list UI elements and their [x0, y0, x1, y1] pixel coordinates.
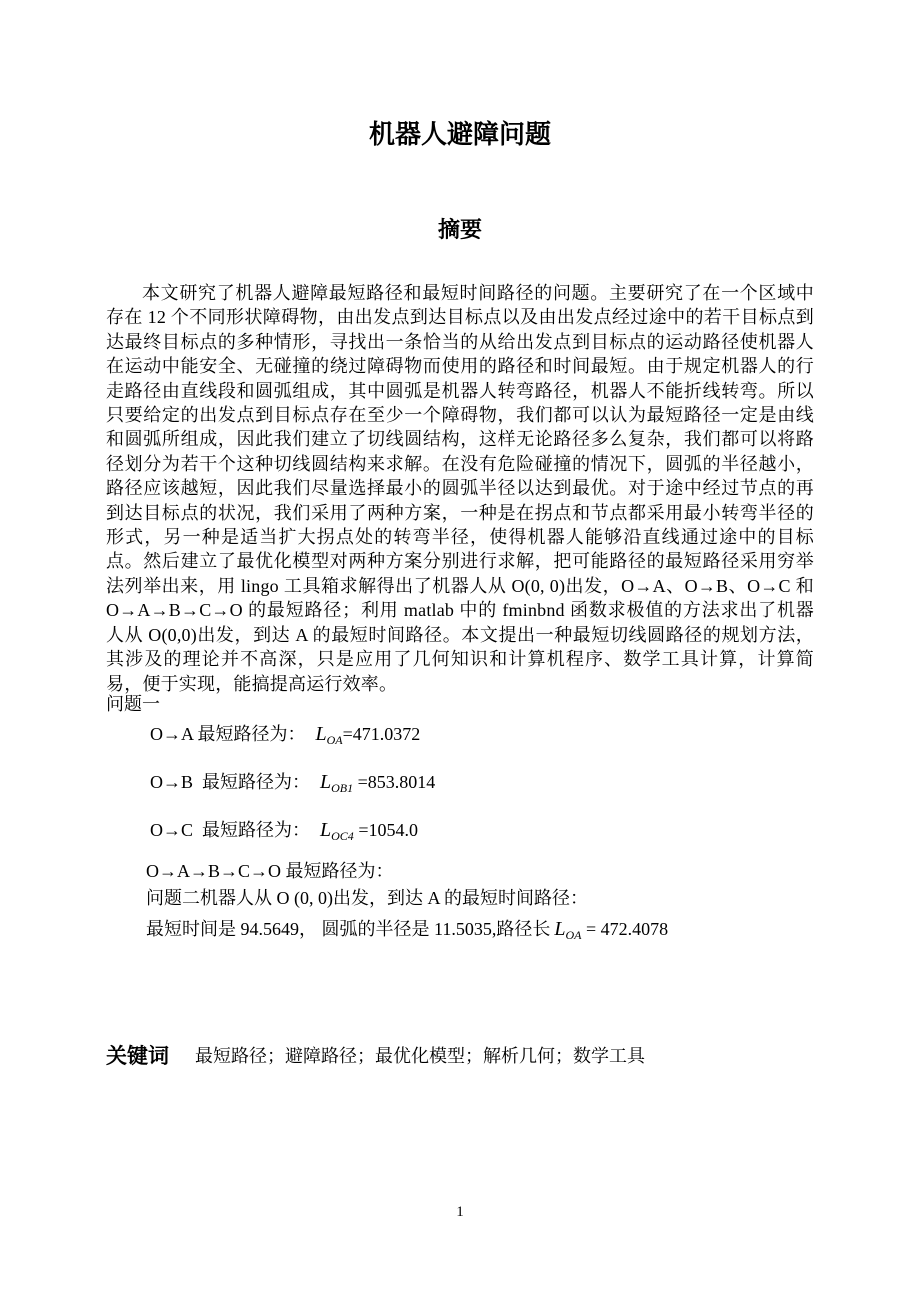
- length-subscript: OA: [326, 733, 343, 747]
- shortest-path-row-oc: [150, 817, 418, 843]
- problem2-result: [146, 916, 668, 942]
- length-value: =1054.0: [353, 820, 418, 840]
- combined-path-line: O→A→B→C→O 最短路径为：: [146, 861, 394, 881]
- path-length-formula: [320, 819, 418, 843]
- shortest-path-row-oa: [150, 721, 420, 747]
- keywords-text: 最短路径；避障路径；最优化模型；解析几何；数学工具: [195, 1046, 645, 1066]
- path-prefix: O→C 最短路径为：: [150, 820, 311, 840]
- keywords-line: [106, 1040, 814, 1070]
- length-variable: L: [320, 819, 332, 841]
- length-variable: L: [315, 723, 327, 745]
- length-value: =853.8014: [353, 772, 436, 792]
- page-title: 机器人避障问题: [368, 119, 551, 149]
- page-number: 1: [456, 1204, 464, 1220]
- problem2-intro: 问题二机器人从 O (0, 0)出发，到达 A 的最短时间路径：: [146, 888, 588, 908]
- path-length-formula: [315, 723, 421, 747]
- shortest-path-row-ob: [150, 769, 435, 795]
- path-length-formula: [320, 771, 436, 795]
- length-variable: L: [320, 771, 332, 793]
- length-value: =471.0372: [342, 724, 421, 744]
- abstract-heading: 摘要: [437, 217, 482, 242]
- path-prefix: O→B 最短路径为：: [150, 772, 311, 792]
- length-value: = 472.4078: [581, 919, 669, 939]
- keywords-label: 关键词: [106, 1045, 169, 1068]
- path-length-formula: [554, 918, 669, 942]
- length-subscript: OB1: [331, 781, 354, 795]
- abstract-paragraph: 本文研究了机器人避障最短路径和最短时间路径的问题。主要研究了在一个区域中存在 12 个不同形状障碍物，由出发点到达目标点以及由出发点经过途中的若干目标点到达最终目标点的多种情形，寻找出一条恰当的从给出发点到目标点的运动路径使机器人在运动中能安全、无碰撞的绕过障碍物而使用的路径和时间最短。由于规定机器人的行走路径由直线段和圆弧组成，其中圆弧是机器人转弯路径，机器人不能折线转弯。所以只要给定的出发点到目标点存在至少一个障碍物，我们都可以认为最短路径一定是由线和圆弧所组成，因此我们建立了切线圆结构，这样无论路径多么复杂，我们都可以将路径划分为若干个这种切线圆结构来求解。在没有危险碰撞的情况下，圆弧的半径越小，路径应该越短，因此我们尽量选择最小的圆弧半径以达到最优。对于途中经过节点的再到达目标点的状况，我们采用了两种方案，一种是在拐点和节点都采用最小转弯半径的形式，另一种是适当扩大拐点处的转弯半径，使得机器人能够沿直线通过途中的目标点。然后建立了最优化模型对两种方案分别进行求解，把可能路径的最短路径采用穷举法列举出来，用 lingo 工具箱求解得出了机器人从 O(0, 0)出发，O→A、O→B、O→C 和 O→A→B→C→O 的最短路径；利用 matlab 中的 fminbnd 函数求极值的方法求出了机器人从 O(0,0)出发，到达 A 的最短时间路径。本文提出一种最短切线圆路径的规划方法，其涉及的理论并不高深，只是应用了几何知识和计算机程序、数学工具计算，计算简易，便于实现，能搞提高运行效率。: [106, 283, 814, 694]
- length-variable: L: [554, 918, 566, 940]
- result-prefix: 最短时间是 94.5649， 圆弧的半径是 11.5035,路径长: [146, 919, 551, 939]
- length-subscript: OA: [565, 928, 582, 942]
- length-subscript: OC4: [331, 829, 354, 843]
- problem1-label: 问题一: [106, 694, 160, 714]
- path-prefix: O→A 最短路径为：: [150, 724, 306, 744]
